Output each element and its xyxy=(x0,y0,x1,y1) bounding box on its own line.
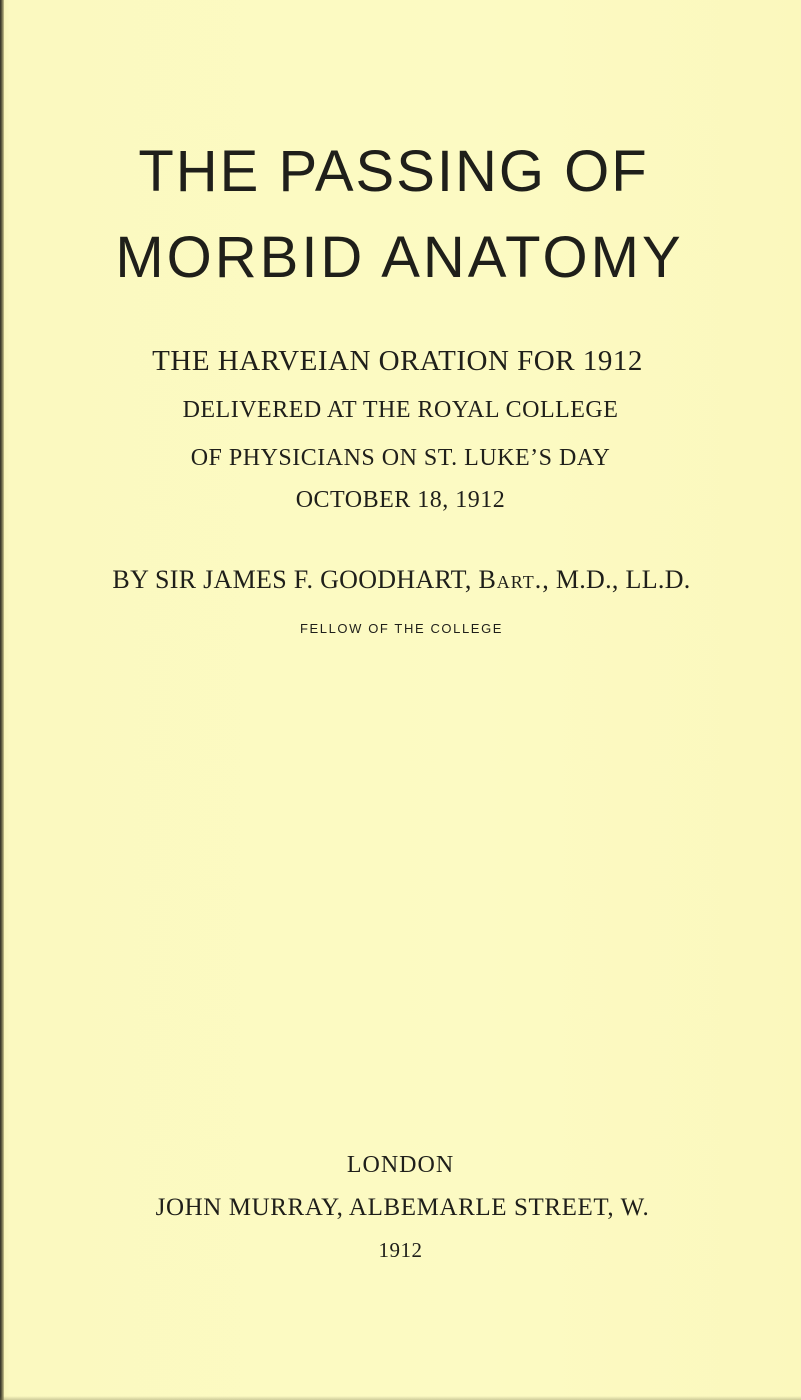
subtitle-line-1: THE HARVEIAN ORATION FOR 1912 xyxy=(152,345,643,377)
page-bottom-edge xyxy=(0,1396,801,1400)
author-line xyxy=(1,564,801,596)
publication-place: LONDON xyxy=(346,1152,455,1178)
publication-year: 1912 xyxy=(378,1238,423,1262)
subtitle-line-4: OCTOBER 18, 1912 xyxy=(295,487,506,513)
subtitle-line-3: OF PHYSICIANS ON ST. LUKE’S DAY xyxy=(190,445,611,471)
book-title-line-1: THE PASSING OF xyxy=(138,139,649,204)
book-title-line-2: MORBID ANATOMY xyxy=(115,225,684,290)
subtitle-line-2: DELIVERED AT THE ROYAL COLLEGE xyxy=(182,397,619,423)
author-baronet-title: Bart. xyxy=(478,565,543,594)
publisher: JOHN MURRAY, ALBEMARLE STREET, W. xyxy=(155,1194,650,1221)
author-degrees: , M.D., LL.D. xyxy=(542,565,691,594)
author-role: FELLOW OF THE COLLEGE xyxy=(299,621,504,636)
author-name: BY SIR JAMES F. GOODHART, xyxy=(112,565,479,594)
page-spine-edge xyxy=(0,0,4,1400)
